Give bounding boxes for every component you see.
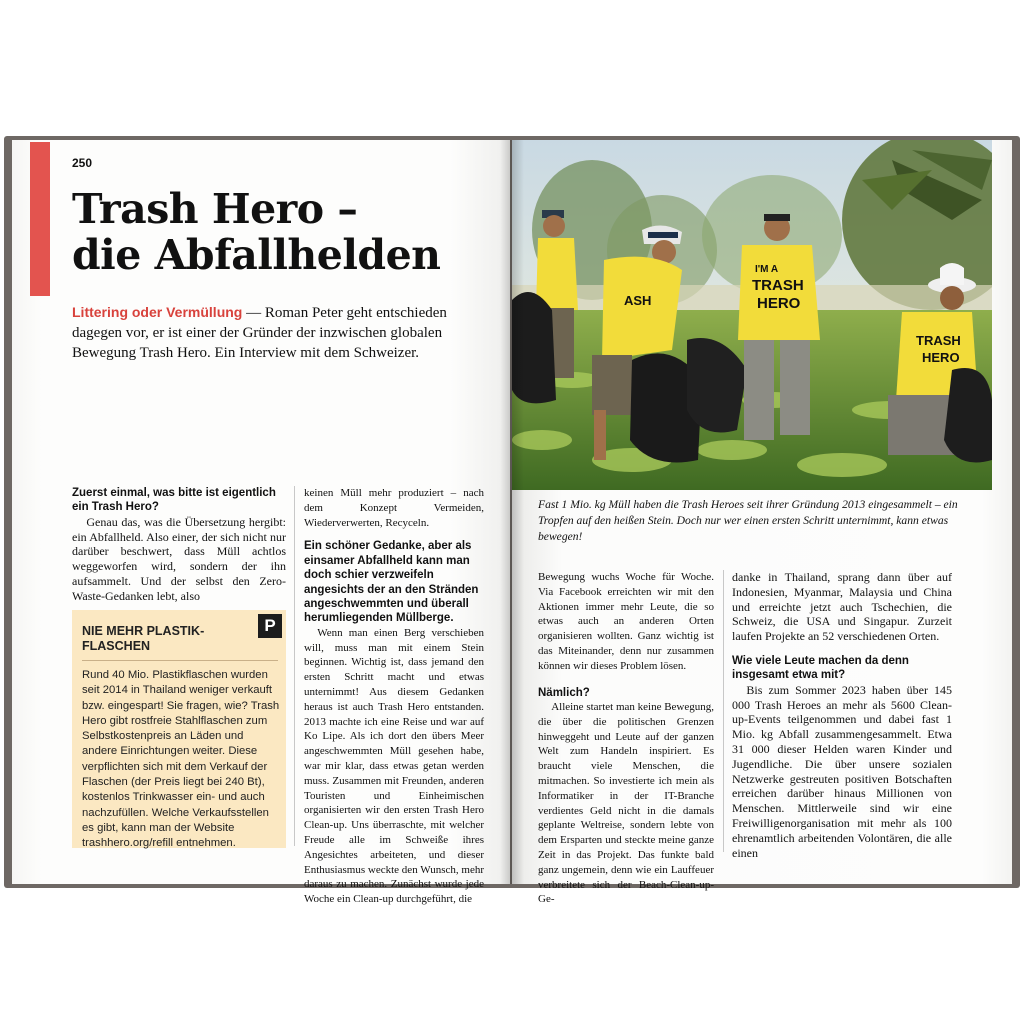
column-3 bbox=[538, 570, 714, 907]
shirt-print: I'M A bbox=[755, 264, 779, 275]
shirt-print: TRASH bbox=[916, 333, 961, 348]
photo-caption: Fast 1 Mio. kg Müll haben die Trash Heroes seit ihrer Gründung 2013 eingesammelt – ein Tropfen auf den heißen Stein. Doch nur wer einen ersten Schritt unternimmt, kann etwas bewegen! bbox=[538, 498, 958, 543]
column-continuation: danke in Thailand, sprang dann über auf Indonesien, Myanmar, Malaysia und China und erreichte jetzt auch Tschechien, die Schweiz, die USA und Singapur. Zurzeit laufen Projekte an 52 verschiedenen Orten. bbox=[732, 570, 952, 644]
interview-answer: Bis zum Sommer 2023 haben über 145 000 Trash Heroes an mehr als 5600 Clean-up-Events teilgenommen und dabei fast 1 Mio. kg Abfall zusammengesammelt. Etwa 31 000 dieser Helden waren Kinder und Jugendliche. Die über unsere sozialen Netzwerke gestreuten positiven Botschaften erreichen darüber hinaus Millionen von Menschen. Mittlerweile sind wir eine Freiwilligenorganisation mit mehr als 100 ehrenamtlich arbeitenden Volontären, die alle einen bbox=[732, 682, 952, 860]
column-2 bbox=[304, 486, 484, 907]
shirt-print: ASH bbox=[624, 293, 652, 308]
article-title-line2: die Abfallhelden bbox=[72, 231, 441, 279]
book-spine-shadow bbox=[500, 140, 524, 884]
interview-answer: Genau das, was die Übersetzung hergibt: ein Abfallheld. Also einer, der sich nicht nur darüber beschwert, dass Müll achtlos weggeworfen wird, sondern der ihn aufsammelt. Und der selbst den Zero-Waste-Gedanken lebt, also bbox=[72, 514, 286, 603]
article-title-line1: Trash Hero – bbox=[72, 185, 358, 233]
info-box bbox=[72, 610, 286, 848]
accent-bar bbox=[30, 142, 50, 296]
volunteers-photo-illustration bbox=[512, 140, 992, 490]
practical-tip-icon: P bbox=[258, 614, 282, 638]
shirt-print: TRASH bbox=[752, 277, 804, 294]
info-box-body: Rund 40 Mio. Plastikflaschen wurden seit 2014 in Thailand weniger verkauft bzw. eingespart! Sie fragen, wie? Trash Hero gibt rostfreie Stahlflaschen zum Selbstkostenpreis an Läden und andere Einrichtungen weiter. Diese verpflichten sich mit dem Verkauf der Flaschen (der Preis liegt bei 240 Bt), kostenlos Trinkwasser ein- und auch nachzufüllen. Welche Verkaufsstellen es gibt, kann man der Website trashhero.org/refill entnehmen. bbox=[82, 669, 280, 850]
column-1 bbox=[72, 486, 286, 604]
interview-question: Zuerst einmal, was bitte ist eigentlich ein Trash Hero? bbox=[72, 487, 276, 514]
shirt-print: HERO bbox=[757, 295, 801, 312]
interview-answer: Alleine startet man keine Bewegung, die über die politischen Grenzen hinweggeht und Leute auf der ganzen Welt zum Handeln inspiriert. Es braucht viele Menschen, die mitmachen. So investierte ich mein als Informatiker in der IT-Branche verdientes Geld nicht in die damals geplante Weltreise, sondern lebte von dem Ersparten und steckte meine ganze Zeit in das Projekt. Das funkte bald ganz ungemein, denn wie ein Lauffeuer verbreitete sich der Beach-Clean-up-Ge- bbox=[538, 700, 714, 906]
column-continuation: keinen Müll mehr produziert – nach dem Konzept Vermeiden, Wiederverwerten, Recyceln. bbox=[304, 487, 484, 529]
column-4 bbox=[732, 570, 952, 860]
page-number: 250 bbox=[72, 156, 93, 170]
interview-question: Nämlich? bbox=[538, 686, 590, 699]
column-divider bbox=[294, 486, 295, 846]
info-box-heading: NIE MEHR PLASTIKFLASCHEN bbox=[82, 624, 205, 653]
volunteers-photo bbox=[512, 140, 992, 490]
intro-text: — Roman Peter geht entschieden dagegen vor, er ist einer der Gründer der inzwischen globalen Bewegung Trash Hero. Ein Interview mit dem Schweizer. bbox=[72, 305, 447, 361]
info-box-divider bbox=[82, 660, 278, 661]
article-title bbox=[72, 186, 440, 278]
column-continuation: Bewegung wuchs Woche für Woche. Via Facebook erreichten wir mit den Aktionen immer mehr Leute, die so etwas auch an anderen Orten organisieren wollten. Ganz wichtig ist das Miteinander, denn nur zusammen können wir dieses Problem lösen. bbox=[538, 571, 714, 672]
column-divider bbox=[723, 570, 724, 852]
interview-question: Ein schöner Gedanke, aber als einsamer Abfallheld kann man doch schier verzweifeln angesichts der an den Stränden angeschwemmten und überall herumliegenden Müllberge. bbox=[304, 540, 479, 625]
shirt-print: HERO bbox=[922, 350, 960, 365]
article-intro bbox=[72, 302, 486, 363]
intro-kicker: Littering oder Vermüllung bbox=[72, 304, 243, 320]
interview-answer: Wenn man einen Berg verschieben will, muss man mit einem Stein beginnen. Wichtig ist, dass jemand den ersten Schritt macht und etwas unternimmt! Aus diesem Gedanken heraus ist auch Trash Hero entstanden. 2013 machte ich eine Reise und war auf Ko Lipe. Als ich dort den übers Meer angeschwemmten Müll gesehen habe, war mir klar, dass etwas getan werden muss. Zusammen mit Freunden, anderen Touristen und Einheimischen organisierten wir den ersten Trash Hero Clean-up. Uns überraschte, mit welcher Freude alle im Schweiße ihres Angesichtes arbeiteten, und dieser Enthusiasmus weckte den Wunsch, mehr daraus zu machen. Zunächst wurde jede Woche ein Clean-up durchgeführt, die bbox=[304, 626, 484, 906]
interview-question: Wie viele Leute machen da denn insgesamt etwa mit? bbox=[732, 654, 909, 682]
